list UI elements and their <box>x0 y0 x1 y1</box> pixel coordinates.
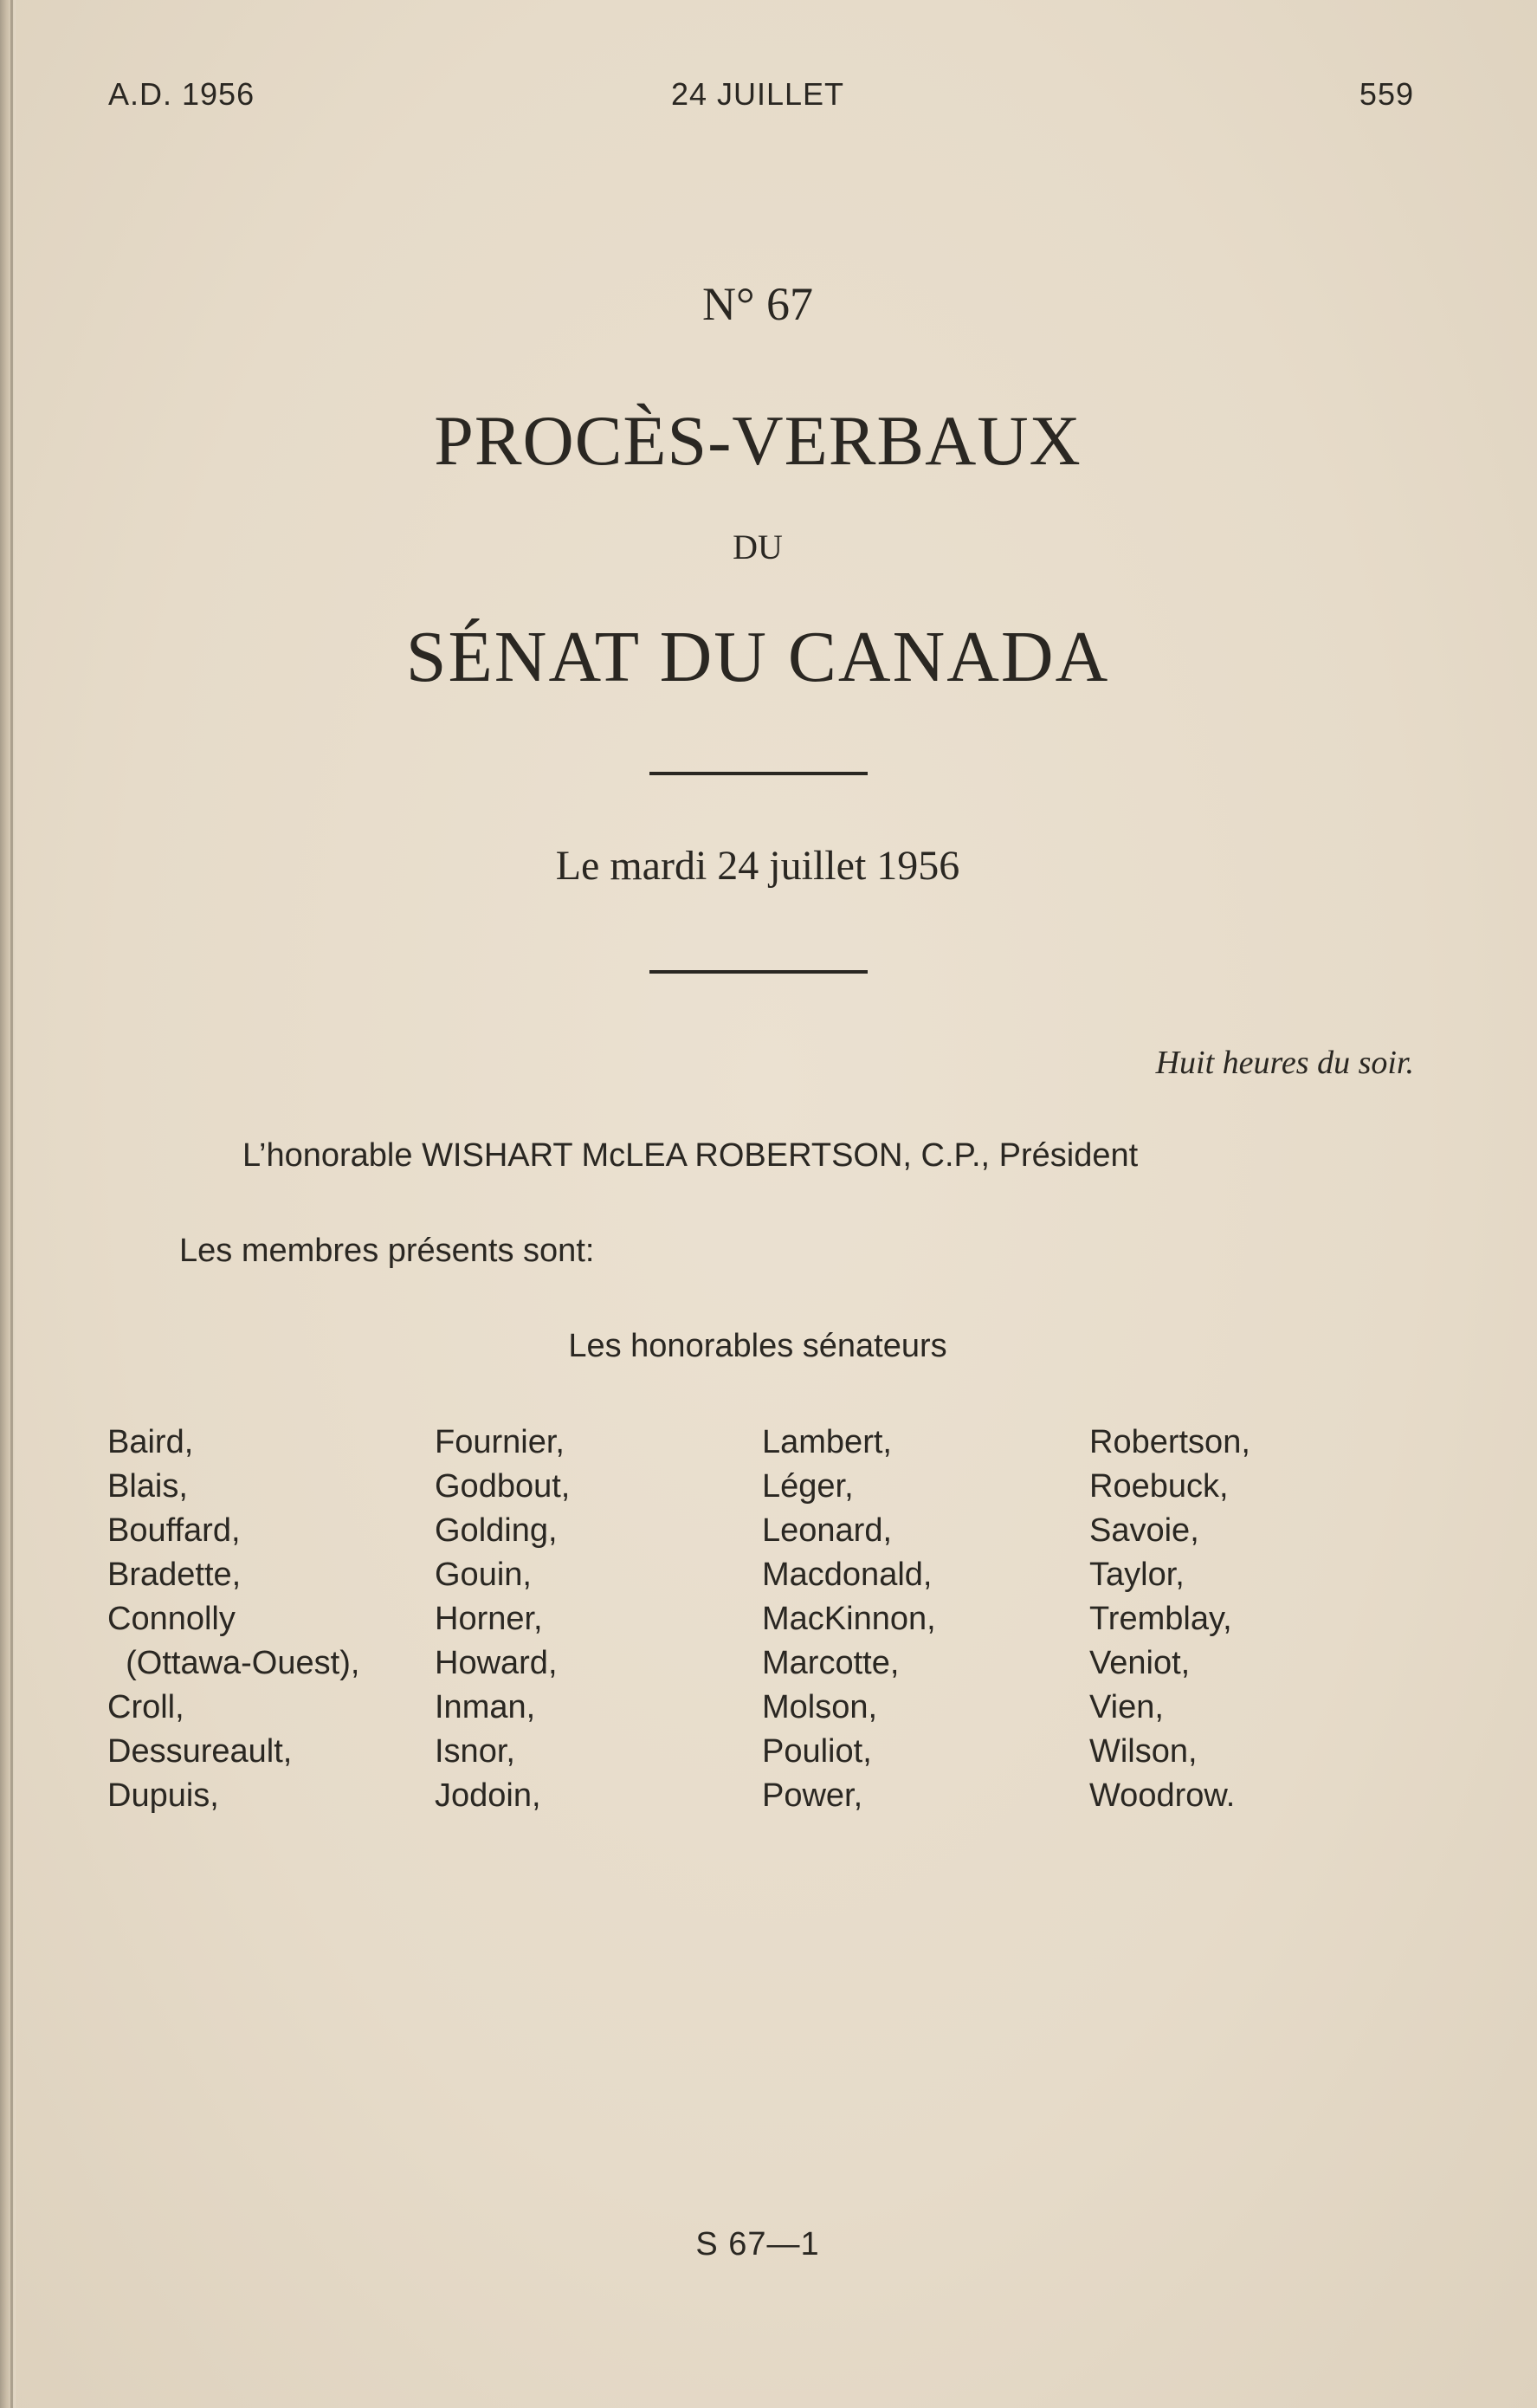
senator-name: Connolly <box>107 1601 236 1637</box>
senator-name: Macdonald, <box>762 1557 933 1593</box>
senator-name: Isnor, <box>435 1733 515 1770</box>
senator-column-1 <box>107 1421 359 1818</box>
senator-name: Vien, <box>1089 1689 1164 1725</box>
document-title: PROCÈS-VERBAUX <box>434 401 1082 480</box>
senator-name: Godbout, <box>435 1468 571 1505</box>
institution-title: SÉNAT DU CANADA <box>405 617 1110 697</box>
senator-name: Veniot, <box>1089 1645 1191 1681</box>
senator-name: Dupuis, <box>107 1777 219 1814</box>
session-date: Le mardi 24 juillet 1956 <box>555 843 960 889</box>
page-binding-edge <box>0 0 16 2408</box>
senator-name: Roebuck, <box>1089 1468 1229 1505</box>
senator-name: Marcotte, <box>762 1645 900 1681</box>
senator-name: Lambert, <box>762 1424 892 1460</box>
running-header-date: 24 JUILLET <box>670 76 845 112</box>
senator-column-3 <box>762 1421 936 1818</box>
senator-name: Taylor, <box>1089 1557 1185 1593</box>
senator-name: Bouffard, <box>107 1512 241 1549</box>
senator-name: Gouin, <box>435 1557 532 1593</box>
senator-name: Wilson, <box>1089 1733 1198 1770</box>
senator-name: Howard, <box>435 1645 558 1681</box>
senator-name: Croll, <box>107 1689 184 1725</box>
senator-name: Bradette, <box>107 1557 242 1593</box>
senator-column-4 <box>1089 1421 1250 1818</box>
presiding-officer: L’honorable WISHART McLEA ROBERTSON, C.P., Président <box>242 1137 1139 1174</box>
senator-name: Fournier, <box>435 1424 565 1460</box>
senator-name: Jodoin, <box>435 1777 541 1814</box>
session-time: Huit heures du soir. <box>1155 1045 1414 1081</box>
senator-name: Tremblay, <box>1089 1601 1232 1637</box>
senator-name: Robertson, <box>1089 1424 1250 1460</box>
senators-heading: Les honorables sénateurs <box>568 1328 947 1364</box>
senator-name: Pouliot, <box>762 1733 872 1770</box>
senator-name: Léger, <box>762 1468 854 1505</box>
senator-name: (Ottawa-Ouest), <box>107 1645 360 1681</box>
senator-name: Woodrow. <box>1089 1777 1236 1814</box>
title-connector: DU <box>733 528 783 566</box>
senator-name: Power, <box>762 1777 863 1814</box>
senator-name: Savoie, <box>1089 1512 1199 1549</box>
signature-mark: S 67—1 <box>695 2226 820 2262</box>
senator-name: Dessureault, <box>107 1733 293 1770</box>
issue-number: N° 67 <box>701 278 814 330</box>
divider-rule-bottom <box>649 970 868 974</box>
senator-name: Inman, <box>435 1689 536 1725</box>
senator-column-2 <box>435 1421 570 1818</box>
members-present-label: Les membres présents sont: <box>179 1233 595 1269</box>
page-number: 559 <box>1359 76 1414 112</box>
senator-name: Molson, <box>762 1689 878 1725</box>
senator-name: Baird, <box>107 1424 194 1460</box>
senator-name: Leonard, <box>762 1512 893 1549</box>
senator-name: Golding, <box>435 1512 558 1549</box>
divider-rule-top <box>649 772 868 775</box>
binding-line <box>10 0 13 2408</box>
running-header-year: A.D. 1956 <box>108 76 255 112</box>
senator-name: Blais, <box>107 1468 188 1505</box>
senator-name: Horner, <box>435 1601 543 1637</box>
senator-name: MacKinnon, <box>762 1601 936 1637</box>
